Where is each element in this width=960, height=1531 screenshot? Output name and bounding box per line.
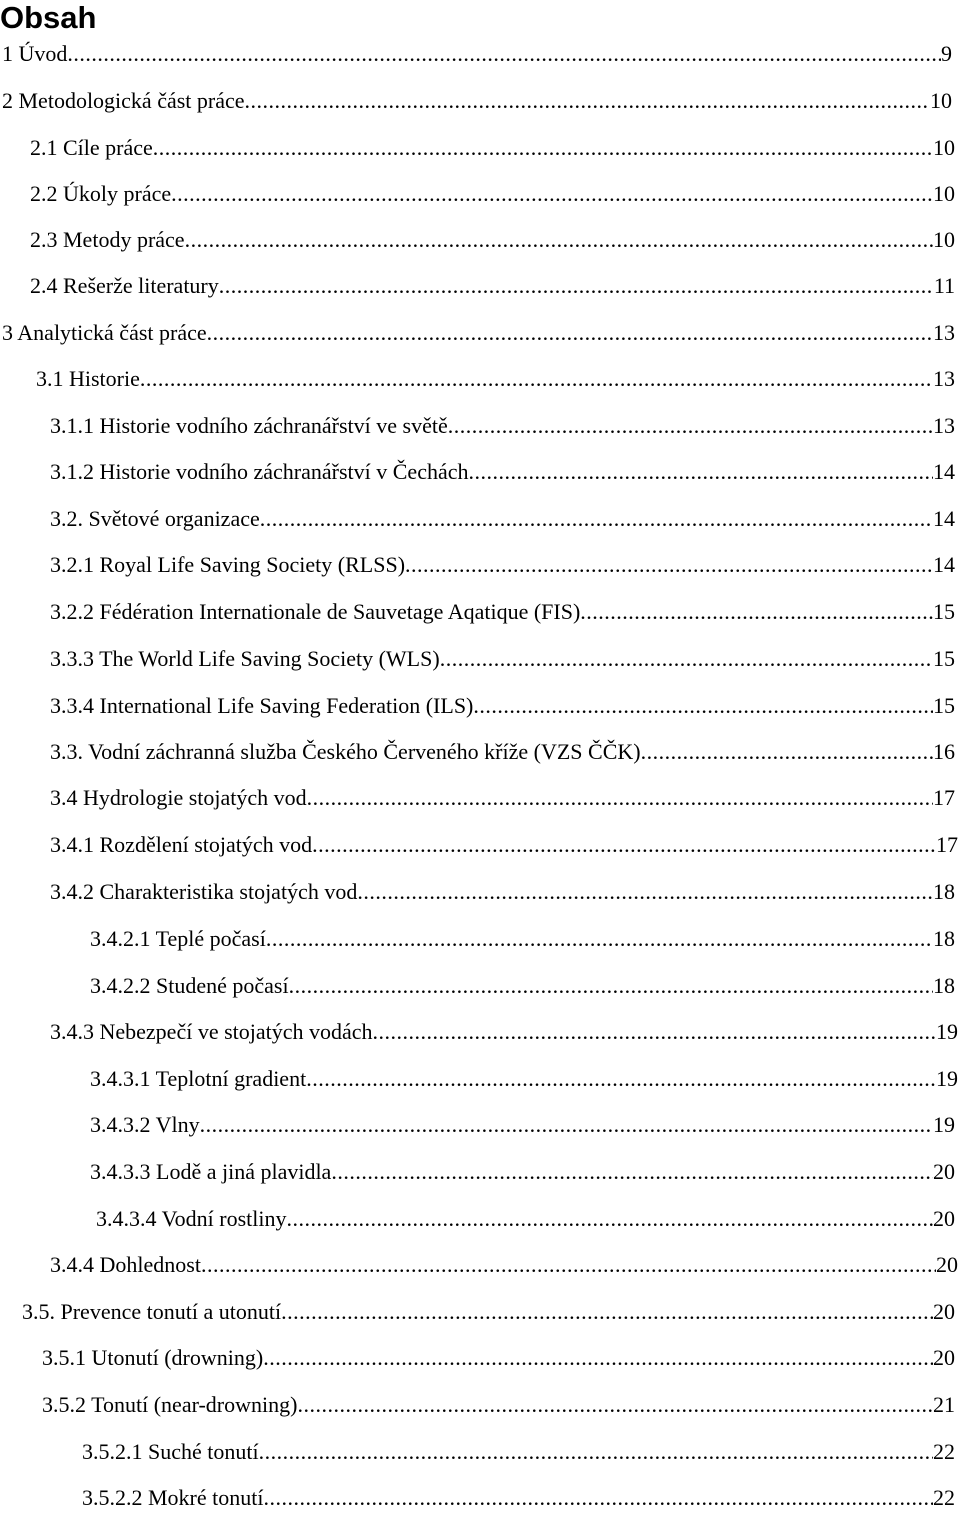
toc-dot-leader (440, 645, 933, 673)
toc-entry-page-number: 19 (936, 1066, 958, 1091)
toc-entry-page-number: 13 (933, 320, 955, 345)
toc-entry-page-number: 9 (941, 41, 952, 66)
toc-entry-label: 3.4.3.4 Vodní rostliny (96, 1206, 287, 1231)
toc-entry-page-number: 17 (936, 832, 958, 857)
toc-dot-leader (264, 1484, 934, 1512)
toc-entry-page-number: 14 (933, 459, 955, 484)
toc-title: Obsah (0, 0, 97, 35)
toc-entry-page-number: 10 (933, 135, 955, 160)
toc-entry[interactable] (2, 87, 952, 115)
toc-entry[interactable] (50, 505, 955, 533)
toc-entry-page-number: 13 (933, 366, 955, 391)
toc-entry-label: 3.4.3.3 Lodě a jiná plavidla (90, 1159, 332, 1184)
toc-entry[interactable] (50, 831, 958, 859)
toc-entry-page-number: 13 (933, 413, 955, 438)
toc-entry-page-number: 10 (933, 181, 955, 206)
toc-entry[interactable] (90, 1158, 955, 1186)
toc-entry[interactable] (30, 226, 955, 254)
toc-entry-label: 3.4.1 Rozdělení stojatých vod (50, 832, 313, 857)
toc-entry-label: 3.3.3 The World Life Saving Society (WLS) (50, 646, 440, 671)
toc-entry-label: 3.5.2 Tonutí (near-drowning) (42, 1392, 298, 1417)
toc-entry[interactable] (2, 40, 952, 68)
toc-entry-page-number: 20 (933, 1206, 955, 1231)
toc-entry-label: 3.4.3.2 Vlny (90, 1112, 200, 1137)
toc-dot-leader (580, 598, 933, 626)
toc-dot-leader (219, 272, 934, 300)
toc-entry-page-number: 10 (933, 227, 955, 252)
toc-entry[interactable] (22, 1298, 955, 1326)
toc-entry-label: 3.5.2.2 Mokré tonutí (82, 1485, 264, 1510)
toc-entry[interactable] (42, 1391, 955, 1419)
toc-dot-leader (67, 40, 941, 68)
toc-dot-leader (405, 551, 933, 579)
toc-entry-page-number: 22 (933, 1439, 955, 1464)
toc-entry-page-number: 14 (933, 552, 955, 577)
toc-entry[interactable] (50, 738, 955, 766)
toc-entry-page-number: 11 (933, 273, 955, 298)
toc-entry[interactable] (50, 598, 955, 626)
toc-entry-page-number: 19 (933, 1112, 955, 1137)
toc-entry[interactable] (30, 272, 955, 300)
toc-entry-label: 3.1 Historie (36, 366, 140, 391)
toc-dot-leader (297, 1391, 933, 1419)
toc-dot-leader (153, 134, 933, 162)
toc-entry-label: 2.2 Úkoly práce (30, 181, 172, 206)
toc-entry-page-number: 18 (933, 973, 955, 998)
toc-entry-label: 3.4.2.1 Teplé počasí (90, 926, 266, 951)
toc-dot-leader (140, 365, 933, 393)
toc-entry[interactable] (50, 1018, 958, 1046)
toc-entry-label: 3.2. Světové organizace (50, 506, 260, 531)
toc-dot-leader (331, 1158, 933, 1186)
toc-dot-leader (281, 1298, 933, 1326)
toc-entry-page-number: 20 (933, 1345, 955, 1370)
toc-entry[interactable] (96, 1205, 955, 1233)
toc-dot-leader (263, 1344, 933, 1372)
toc-entry[interactable] (50, 784, 955, 812)
toc-dot-leader (373, 1018, 936, 1046)
toc-entry-page-number: 20 (933, 1299, 955, 1324)
toc-entry-page-number: 17 (933, 785, 955, 810)
toc-entry-page-number: 18 (933, 926, 955, 951)
toc-entry-page-number: 21 (933, 1392, 955, 1417)
toc-entry[interactable] (90, 972, 955, 1000)
toc-entry[interactable] (30, 180, 955, 208)
toc-entry-label: 2.3 Metody práce (30, 227, 185, 252)
toc-entry-label: 3.4.4 Dohlednost (50, 1252, 201, 1277)
toc-entry-label: 3.2.1 Royal Life Saving Society (RLSS) (50, 552, 406, 577)
toc-entry-page-number: 15 (933, 646, 955, 671)
toc-dot-leader (259, 1438, 933, 1466)
toc-dot-leader (201, 1251, 936, 1279)
toc-dot-leader (641, 738, 933, 766)
toc-entry-label: 3.3.4 International Life Saving Federation (ILS) (50, 693, 474, 718)
toc-entry-label: 2.1 Cíle práce (30, 135, 153, 160)
toc-entry-page-number: 20 (936, 1252, 958, 1277)
toc-entry-label: 3.5.1 Utonutí (drowning) (42, 1345, 264, 1370)
toc-dot-leader (266, 925, 933, 953)
toc-entry-page-number: 18 (933, 879, 955, 904)
toc-dot-leader (260, 505, 933, 533)
toc-entry-page-number: 15 (933, 693, 955, 718)
toc-entry[interactable] (50, 645, 955, 673)
toc-entry-label: 2 Metodologická část práce (2, 88, 245, 113)
toc-entry-label: 3.4.3 Nebezpečí ve stojatých vodách (50, 1019, 373, 1044)
toc-dot-leader (312, 831, 936, 859)
toc-dot-leader (448, 412, 933, 440)
toc-entry-page-number: 22 (933, 1485, 955, 1510)
toc-dot-leader (307, 784, 933, 812)
toc-entry-label: 1 Úvod (2, 41, 68, 66)
toc-dot-leader (289, 972, 933, 1000)
toc-entry[interactable] (42, 1344, 955, 1372)
toc-dot-leader (287, 1205, 934, 1233)
toc-entry[interactable] (50, 551, 955, 579)
toc-entry-label: 3.1.2 Historie vodního záchranářství v Čechách (50, 459, 469, 484)
toc-entry[interactable] (82, 1438, 955, 1466)
toc-entry[interactable] (50, 412, 955, 440)
toc-entry[interactable] (50, 692, 955, 720)
toc-entry-label: 2.4 Rešerže literatury (30, 273, 219, 298)
toc-entry[interactable] (90, 1065, 958, 1093)
toc-entry[interactable] (82, 1484, 955, 1512)
toc-entry-label: 3.4.2.2 Studené počasí (90, 973, 289, 998)
toc-entry-label: 3.3. Vodní záchranná služba Českého Červeného kříže (VZS ČČK) (50, 739, 641, 764)
toc-entry[interactable] (90, 1111, 955, 1139)
toc-entry[interactable] (50, 458, 955, 486)
toc-dot-leader (207, 319, 933, 347)
toc-entry-label: 3.1.1 Historie vodního záchranářství ve světě (50, 413, 448, 438)
toc-entry[interactable] (90, 925, 955, 953)
toc-entry[interactable] (36, 365, 955, 393)
toc-entry-page-number: 19 (936, 1019, 958, 1044)
toc-entry-label: 3.4.2 Charakteristika stojatých vod (50, 879, 358, 904)
toc-dot-leader (306, 1065, 936, 1093)
toc-dot-leader (185, 226, 933, 254)
toc-entry[interactable] (50, 878, 955, 906)
toc-entry[interactable] (30, 134, 955, 162)
toc-dot-leader (468, 458, 933, 486)
toc-entry-page-number: 15 (933, 599, 955, 624)
toc-entry-label: 3.2.2 Fédération Internationale de Sauvetage Aqatique (FIS) (50, 599, 581, 624)
toc-entry[interactable] (2, 319, 955, 347)
toc-entry-label: 3 Analytická část práce (2, 320, 207, 345)
toc-entry[interactable] (50, 1251, 958, 1279)
toc-dot-leader (357, 878, 933, 906)
toc-entry-label: 3.4 Hydrologie stojatých vod (50, 785, 307, 810)
toc-entry-label: 3.5. Prevence tonutí a utonutí (22, 1299, 282, 1324)
toc-entry-page-number: 10 (930, 88, 952, 113)
toc-entry-label: 3.5.2.1 Suché tonutí (82, 1439, 259, 1464)
toc-entry-page-number: 14 (933, 506, 955, 531)
toc-entry-page-number: 16 (933, 739, 955, 764)
toc-dot-leader (473, 692, 933, 720)
toc-dot-leader (171, 180, 933, 208)
toc-entry-page-number: 20 (933, 1159, 955, 1184)
toc-dot-leader (245, 87, 930, 115)
toc-dot-leader (200, 1111, 933, 1139)
toc-entry-label: 3.4.3.1 Teplotní gradient (90, 1066, 307, 1091)
